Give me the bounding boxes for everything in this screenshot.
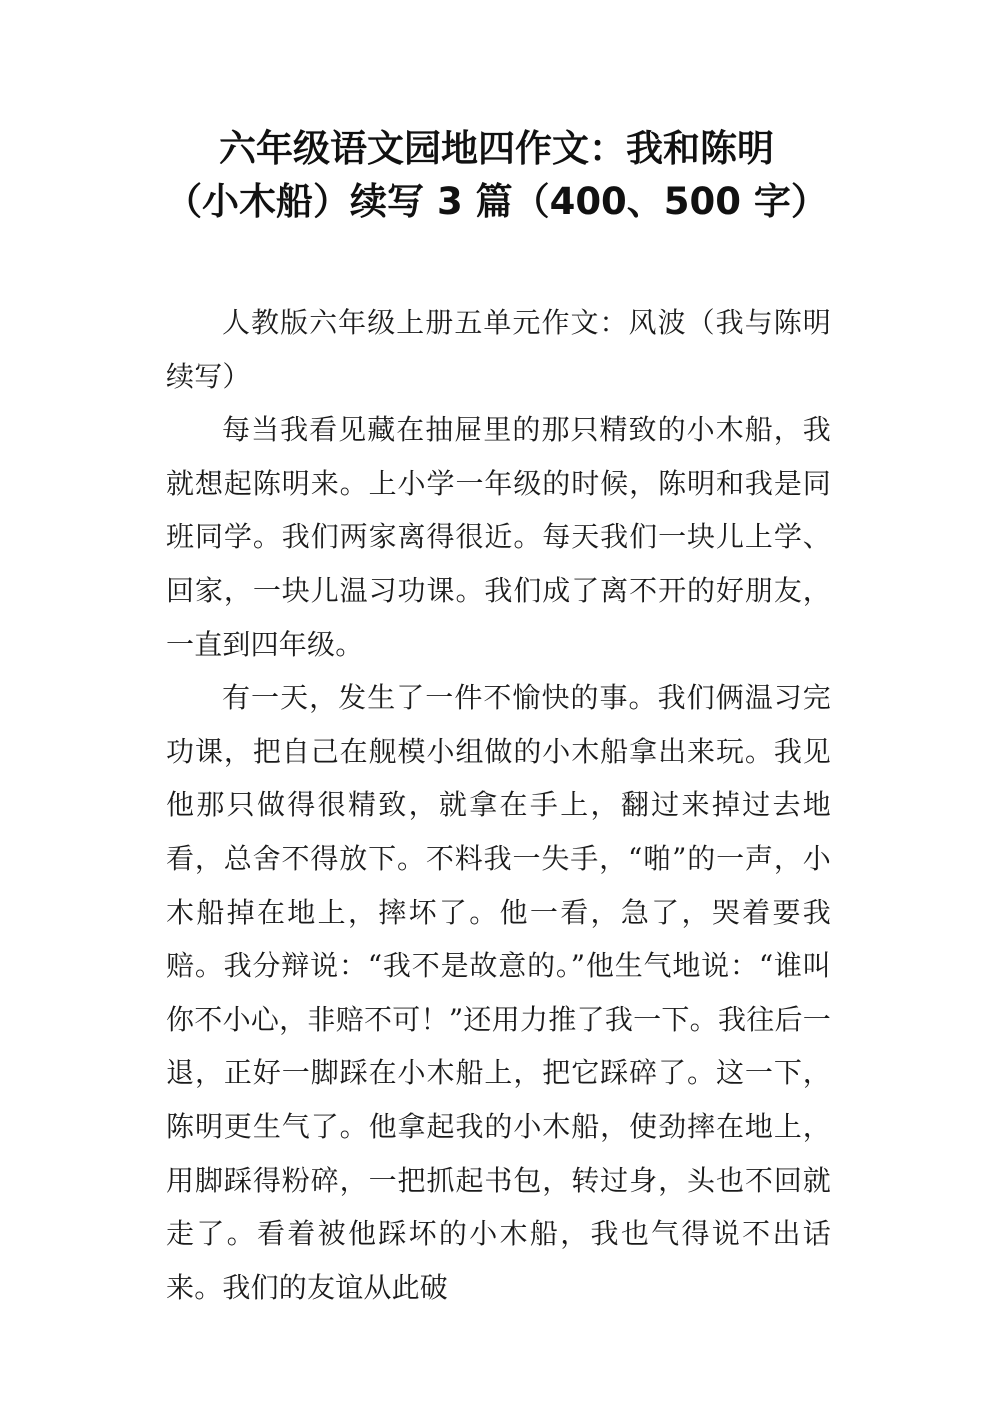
document-title-line-2: （小木船）续写 3 篇（400、500 字） — [165, 180, 828, 223]
paragraph-subtitle: 人教版六年级上册五单元作文：风波（我与陈明续写） — [166, 306, 831, 393]
paragraph: 有一天，发生了一件不愉快的事。我们俩温习完功课，把自己在舰模小组做的小木船拿出来玩。我见他那只做得很精致，就拿在手上，翻过来掉过去地看，总舍不得放下。不料我一失手，“啪”的一声，小木船掉在地上，摔坏了。他一看，急了，哭着要我赔。我分辩说：“我不是故意的。”他生气地说：“谁叫你不小心，非赔不可！”还用力推了我一下。我往后一退，正好一脚踩在小木船上，把它踩碎了。这一下，陈明更生气了。他拿起我的小木船，使劲摔在地上，用脚踩得粉碎，一把抓起书包，转过身，头也不回就走了。看着被他踩坏的小木船，我也气得说不出话来。我们的友谊从此破 — [166, 681, 831, 1304]
document-body — [166, 296, 831, 1314]
paragraph: 每当我看见藏在抽屉里的那只精致的小木船，我就想起陈明来。上小学一年级的时候，陈明和我是同班同学。我们两家离得很近。每天我们一块儿上学、回家，一块儿温习功课。我们成了离不开的好朋友，一直到四年级。 — [166, 413, 831, 661]
document-title-line-1: 六年级语文园地四作文：我和陈明 — [219, 127, 774, 170]
